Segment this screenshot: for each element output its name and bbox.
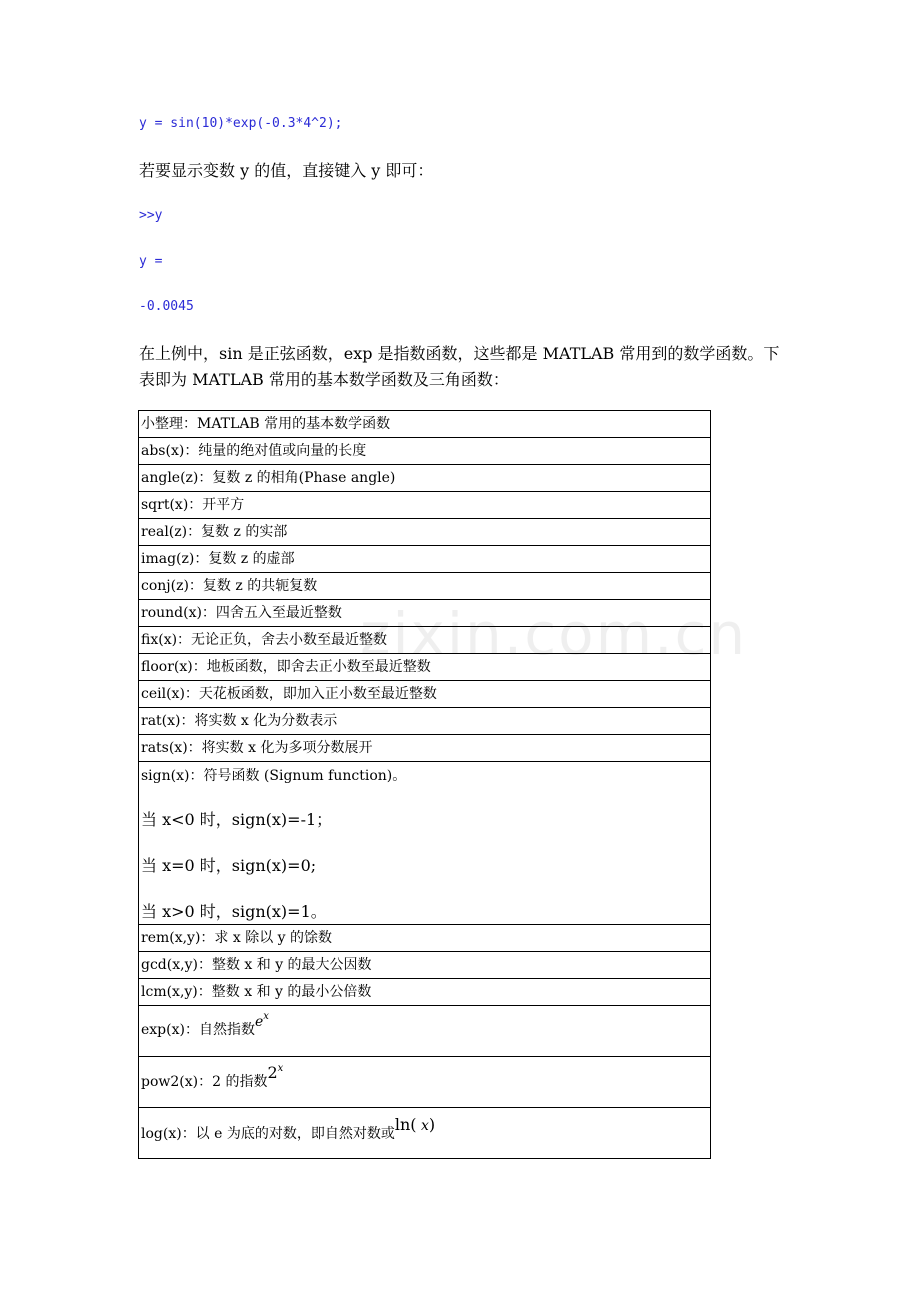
table-cell: rats(x)：将实数 x 化为多项分数展开 — [139, 735, 711, 762]
table-cell: lcm(x,y)：整数 x 和 y 的最小公倍数 — [139, 979, 711, 1006]
table-row-exp — [139, 1006, 711, 1057]
pow2-formula — [267, 1062, 284, 1082]
table-cell-title: 小整理：MATLAB 常用的基本数学函数 — [139, 411, 711, 438]
code-output-label: y = — [139, 254, 163, 269]
watermark: zixin.com.cn — [360, 600, 748, 668]
table-row — [139, 573, 711, 600]
exp-formula — [254, 1011, 269, 1030]
table-cell: rat(x)：将实数 x 化为分数表示 — [139, 708, 711, 735]
exp-base: e — [254, 1014, 264, 1030]
sign-case-negative: 当 x<0 时，sign(x)=-1； — [141, 810, 333, 829]
pow2-base: 2 — [267, 1062, 278, 1082]
table-cell-exp — [139, 1006, 711, 1057]
paragraph-function-intro: 在上例中，sin 是正弦函数，exp 是指数函数，这些都是 MATLAB 常用到的数学函数。下表即为 MATLAB 常用的基本数学函数及三角函数： — [139, 344, 780, 389]
code-line-assignment: y = sin(10)*exp(-0.3*4^2); — [139, 116, 343, 131]
table-row — [139, 465, 711, 492]
table-cell: floor(x)：地板函数，即舍去正小数至最近整数 — [139, 654, 711, 681]
table-row — [139, 681, 711, 708]
table-row — [139, 925, 711, 952]
table-cell: real(z)：复数 z 的实部 — [139, 519, 711, 546]
table-row — [139, 438, 711, 465]
table-cell-log — [139, 1108, 711, 1159]
table-row — [139, 627, 711, 654]
table-cell: round(x)：四舍五入至最近整数 — [139, 600, 711, 627]
table-cell-sign — [139, 762, 711, 925]
math-function-table — [138, 410, 711, 1159]
table-cell: angle(z)：复数 z 的相角(Phase angle) — [139, 465, 711, 492]
sign-case-zero: 当 x=0 时，sign(x)=0; — [141, 856, 317, 875]
table-cell: gcd(x,y)：整数 x 和 y 的最大公因数 — [139, 952, 711, 979]
code-prompt: >>y — [139, 208, 163, 223]
table-row — [139, 952, 711, 979]
sign-function-heading: sign(x)：符号函数 (Signum function)。 — [141, 768, 407, 784]
log-function-name: ln( — [394, 1114, 417, 1134]
table-row-sign — [139, 762, 711, 925]
table-cell: conj(z)：复数 z 的共轭复数 — [139, 573, 711, 600]
exp-superscript: x — [263, 1011, 269, 1022]
table-cell: ceil(x)：天花板函数，即加入正小数至最近整数 — [139, 681, 711, 708]
log-close-paren: ) — [428, 1114, 436, 1134]
table-cell: imag(z)：复数 z 的虚部 — [139, 546, 711, 573]
table-cell-pow2 — [139, 1057, 711, 1108]
exp-description: exp(x)：自然指数 — [141, 1022, 255, 1038]
table-cell: rem(x,y)：求 x 除以 y 的馀数 — [139, 925, 711, 952]
paragraph-display-variable: 若要显示变数 y 的值，直接键入 y 即可： — [139, 161, 434, 180]
table-row — [139, 735, 711, 762]
table-row — [139, 979, 711, 1006]
table-row — [139, 600, 711, 627]
table-row — [139, 654, 711, 681]
code-output-value: -0.0045 — [139, 299, 194, 314]
log-formula — [394, 1114, 436, 1134]
log-description: log(x)：以 e 为底的对数，即自然对数或 — [141, 1125, 395, 1142]
pow2-superscript: x — [277, 1062, 284, 1074]
table-row-log — [139, 1108, 711, 1159]
sign-case-positive: 当 x>0 时，sign(x)=1。 — [141, 902, 327, 921]
table-cell: fix(x)：无论正负，舍去小数至最近整数 — [139, 627, 711, 654]
log-argument: x — [421, 1117, 429, 1134]
table-row — [139, 708, 711, 735]
pow2-description: pow2(x)：2 的指数 — [141, 1073, 268, 1090]
table-row — [139, 519, 711, 546]
table-row — [139, 411, 711, 438]
table-row — [139, 492, 711, 519]
table-cell: abs(x)：纯量的绝对值或向量的长度 — [139, 438, 711, 465]
table-cell: sqrt(x)：开平方 — [139, 492, 711, 519]
table-row-pow2 — [139, 1057, 711, 1108]
table-row — [139, 546, 711, 573]
